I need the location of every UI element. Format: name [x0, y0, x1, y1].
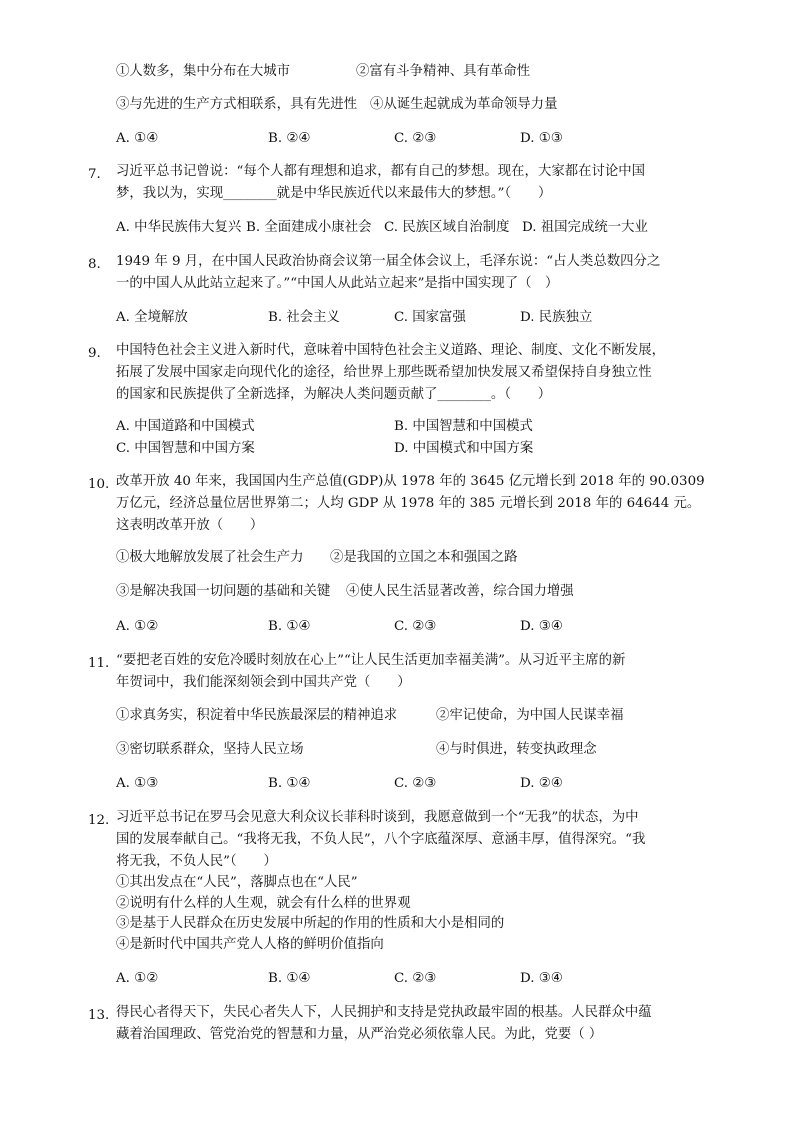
option: A. 中国道路和中国模式 [116, 419, 255, 434]
option: D. ①③ [520, 131, 563, 146]
option: D. 民族独立 [520, 310, 593, 325]
option: C. 民族区域自治制度 [384, 220, 510, 235]
question-number: 12. [88, 813, 110, 828]
statement: ②说明有什么样的人生观，就会有什么样的世界观 [116, 896, 411, 911]
question-text: 中国特色社会主义进入新时代，意味着中国特色社会主义道路、理论、制度、文化不断发展， [116, 343, 666, 358]
option: B. 全面建成小康社会 [246, 220, 372, 235]
option: D. ③④ [520, 971, 563, 986]
statement: ④是新时代中国共产党人人格的鲜明价值指向 [116, 937, 384, 952]
option: C. 国家富强 [394, 310, 466, 325]
option: B. 中国智慧和中国模式 [394, 419, 533, 434]
option: D. ②④ [520, 776, 563, 791]
statement: ③是基于人民群众在历史发展中所起的作用的性质和大小是相同的 [116, 916, 505, 931]
statement: ②牢记使命，为中国人民谋幸福 [436, 708, 624, 723]
question-text: 藏着治国理政、管党治党的智慧和力量，从严治党必须依靠人民。为此，党要（ ） [116, 1027, 603, 1042]
question-text: 年贺词中，我们能深刻领会到中国共产党（ ） [116, 675, 411, 690]
question-text: 这表明改革开放（ ） [116, 518, 264, 533]
question-text: 习近平总书记曾说：“每个人都有理想和追求，都有自己的梦想。现在，大家都在讨论中国 [116, 164, 646, 179]
option: C. 中国智慧和中国方案 [116, 441, 255, 456]
option: A. 中华民族伟大复兴 [116, 220, 242, 235]
option: D. 中国模式和中国方案 [394, 441, 534, 456]
option: B. ①④ [268, 619, 311, 634]
option: A. ①② [116, 619, 159, 634]
option: C. ②③ [394, 971, 437, 986]
option: B. ②④ [268, 131, 311, 146]
option: C. ②③ [394, 776, 437, 791]
option: D. 祖国完成统一大业 [522, 220, 648, 235]
question-number: 10. [88, 477, 110, 492]
question-text: 得民心者得天下，失民心者失人下，人民拥护和支持是党执政最牢固的根基。人民群众中蕴 [116, 1005, 652, 1020]
statement: ①人数多，集中分布在大城市 [116, 64, 291, 79]
option: A. ①③ [116, 776, 159, 791]
statement: ③密切联系群众，坚持人民立场 [116, 742, 304, 757]
statement: ②富有斗争精神、具有革命性 [356, 64, 531, 79]
question-text: 习近平总书记在罗马会见意大利众议长菲科时谈到，我愿意做到一个“无我”的状态，为中 [116, 810, 639, 825]
statement: ②是我国的立国之本和强国之路 [330, 550, 518, 565]
statement: ①求真务实，积淀着中华民族最深层的精神追求 [116, 708, 398, 723]
question-text: 的国家和民族提供了全新选择，为解决人类问题贡献了________。（ ） [116, 387, 552, 402]
option: A. ①② [116, 971, 159, 986]
option: B. ①④ [268, 971, 311, 986]
statement: ③与先进的生产方式相联系，具有先进性 [116, 97, 358, 112]
option: D. ③④ [520, 619, 563, 634]
question-number: 9. [88, 346, 101, 361]
statement: ④使人民生活显著改善，综合国力增强 [346, 584, 574, 599]
question-number: 13. [88, 1008, 110, 1023]
question-text: 一的中国人从此站立起来了。”“中国人从此站立起来”是指中国实现了（ ） [116, 276, 559, 291]
question-text: 万亿元，经济总量位居世界第二；人均 GDP 从 1978 年的 385 元增长到 2018 年的 64644 元。 [116, 496, 701, 511]
question-text: 将无我，不负人民”（ ） [116, 854, 277, 869]
question-text: “要把老百姓的安危冷暖时刻放在心上”“让人民生活更加幸福美满”。从习近平主席的新 [116, 653, 626, 668]
statement: ③是解决我国一切问题的基础和关键 [116, 584, 331, 599]
question-text: 国的发展奉献自己。“我将无我，不负人民”，八个字底蕴深厚、意涵丰厚，值得深究。“我 [116, 832, 646, 847]
question-text: 梦，我以为，实现________就是中华民族近代以来最伟大的梦想。”（ ） [116, 186, 552, 201]
statement: ①其出发点在“人民”，落脚点也在“人民” [116, 875, 358, 890]
option: A. 全境解放 [116, 310, 188, 325]
question-text: 改革开放 40 年来，我国国内生产总值(GDP)从 1978 年的 3645 亿元增长到 2018 年的 90.0309 [116, 474, 705, 489]
option: C. ②③ [394, 619, 437, 634]
statement: ④与时俱进，转变执政理念 [436, 742, 597, 757]
option: B. 社会主义 [268, 310, 340, 325]
option: A. ①④ [116, 131, 159, 146]
question-number: 8. [88, 257, 101, 272]
statement: ①极大地解放发展了社会生产力 [116, 550, 304, 565]
question-number: 7. [88, 167, 101, 182]
option: B. ①④ [268, 776, 311, 791]
question-text: 拓展了发展中国家走向现代化的途径，给世界上那些既希望加快发展又希望保持自身独立性 [116, 365, 652, 380]
question-text: 1949 年 9 月，在中国人民政治协商会议第一届全体会议上，毛泽东说：“占人类总数四分之 [116, 254, 661, 269]
question-number: 11. [88, 656, 110, 671]
statement: ④从诞生起就成为革命领导力量 [370, 97, 558, 112]
option: C. ②③ [394, 131, 437, 146]
